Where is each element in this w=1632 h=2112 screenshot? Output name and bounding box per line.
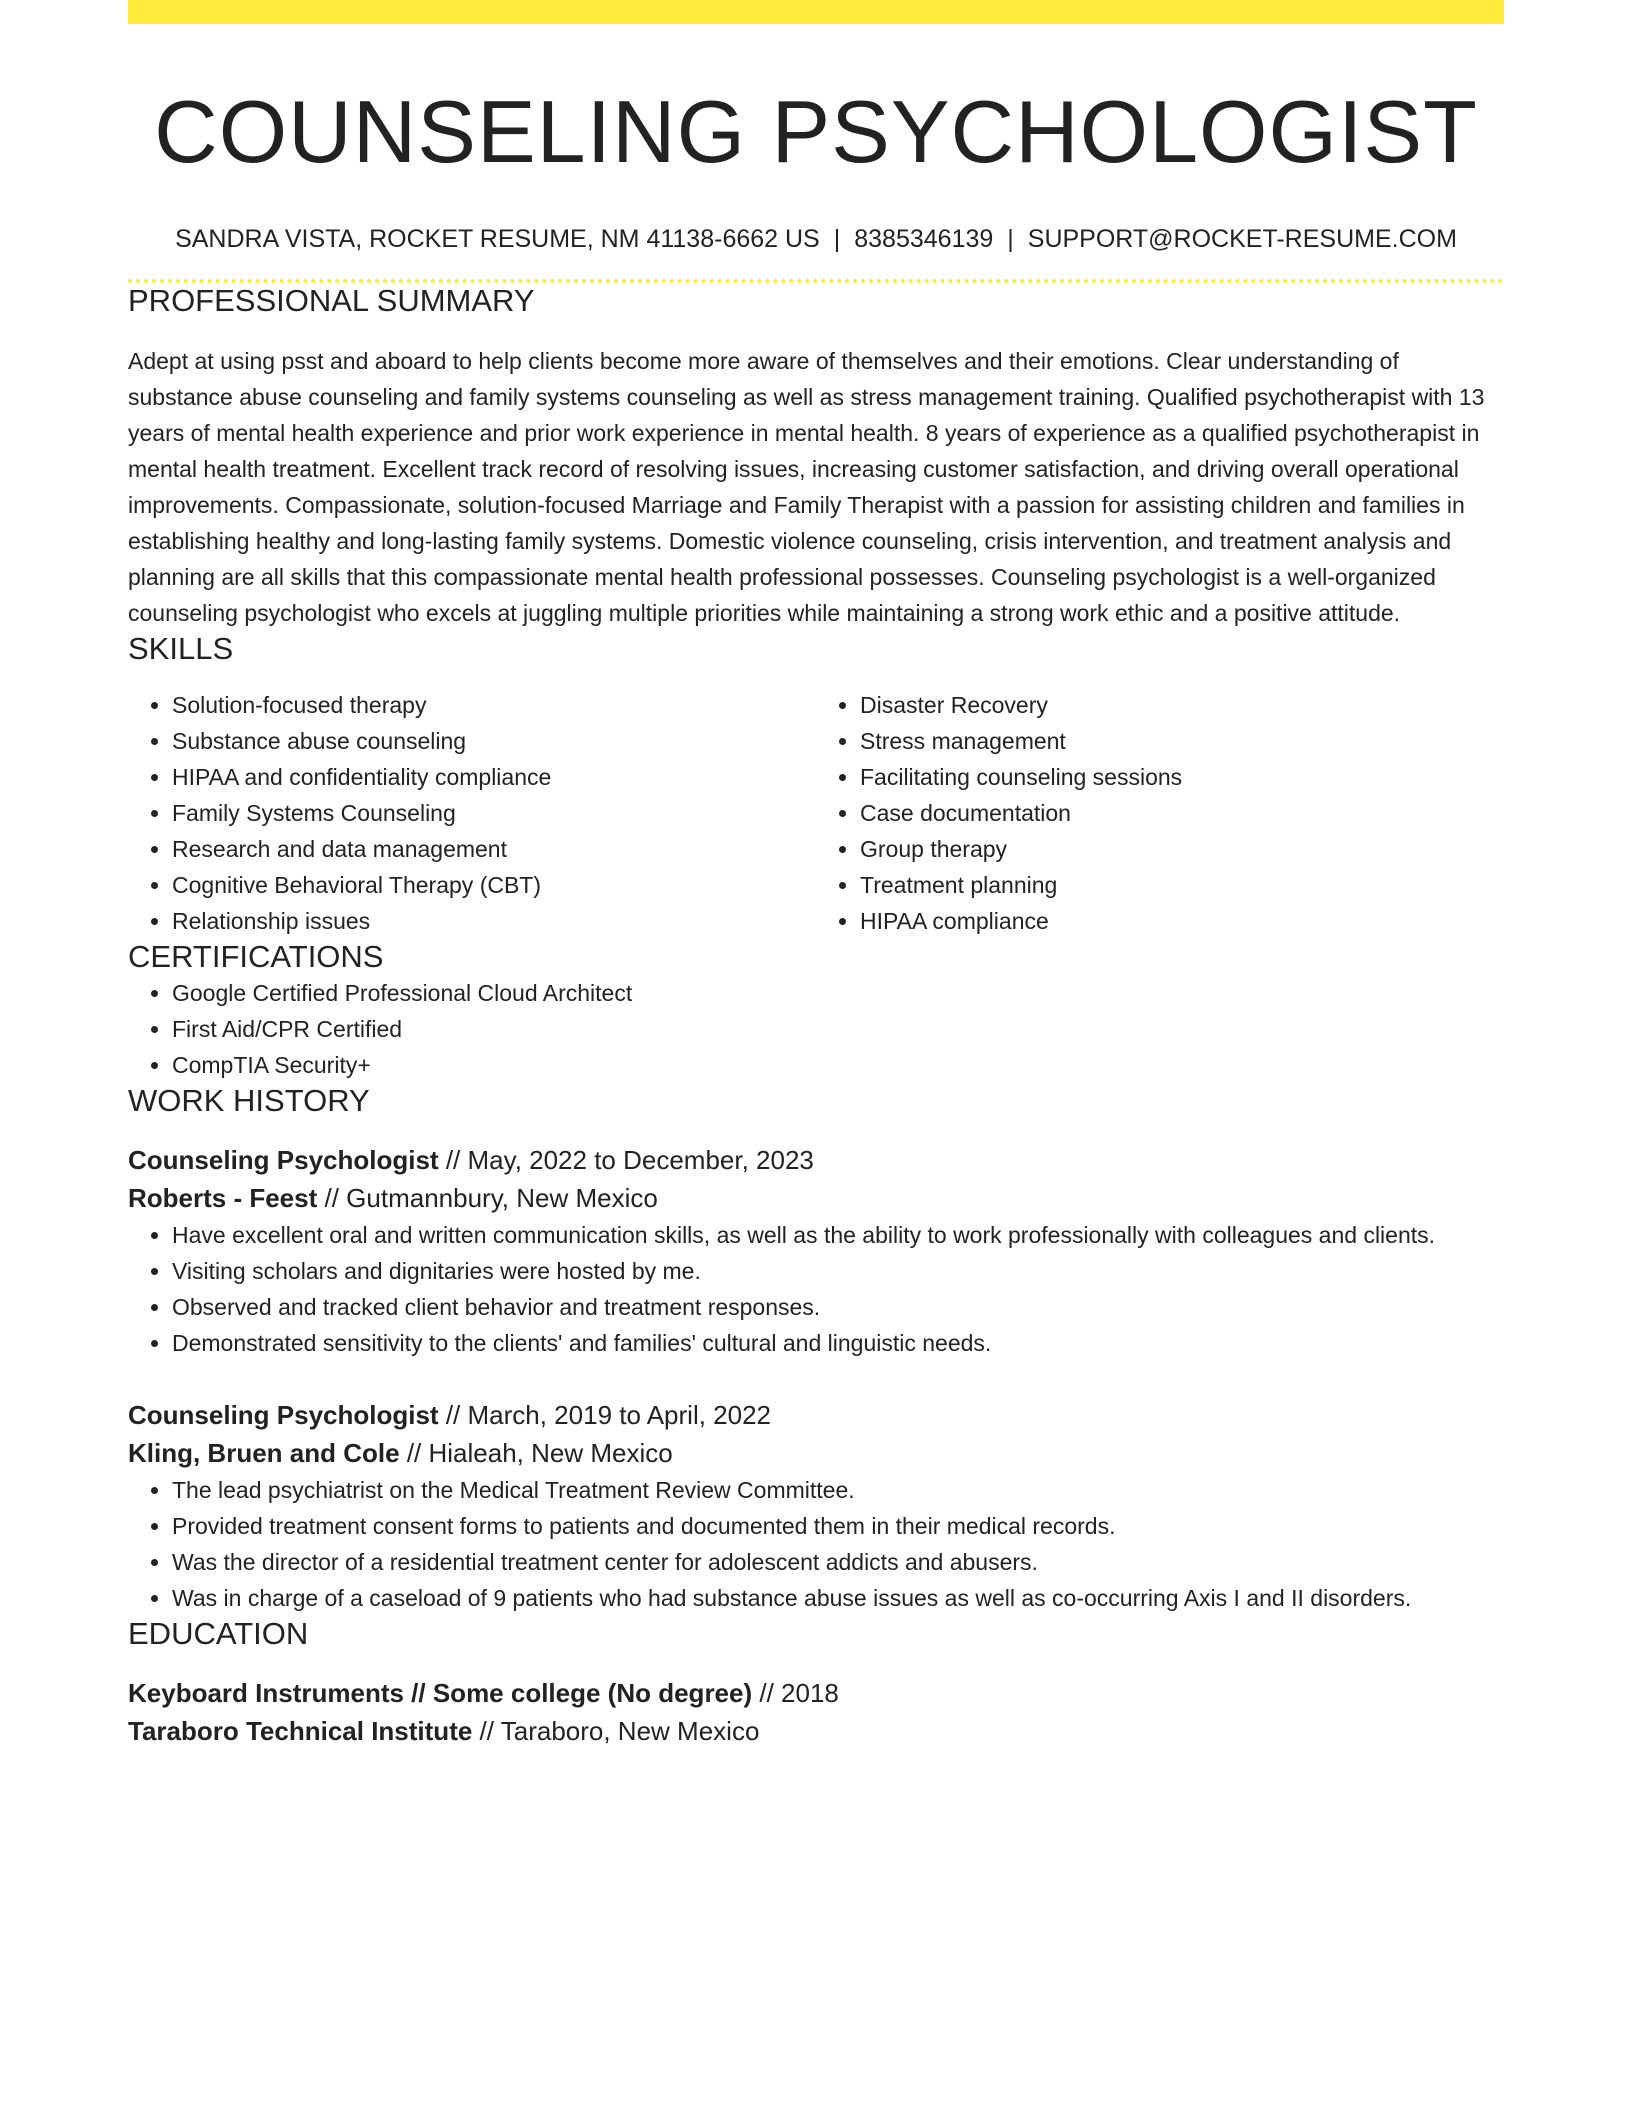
job-company-line <box>128 1179 1504 1217</box>
job-duty: • Provided treatment consent forms to patients and documented them in their medical records. <box>172 1508 1504 1544</box>
job-company: Roberts - Feest <box>128 1183 318 1213</box>
skill-item: • Group therapy <box>860 831 1504 867</box>
skill-item: • Relationship issues <box>172 903 816 939</box>
job-duties-list <box>128 1217 1504 1361</box>
work-history-heading: WORK HISTORY <box>128 1083 370 1118</box>
job-dates: // March, 2019 to April, 2022 <box>445 1400 772 1430</box>
contact-separator: | <box>833 225 841 253</box>
education-year: // 2018 <box>759 1678 839 1708</box>
skill-item: • Treatment planning <box>860 867 1504 903</box>
summary-text: Adept at using psst and aboard to help clients become more aware of themselves and their emotions. Clear understanding of substance abuse counseling and family systems counseling as well as stress management training. Qualified psychotherapist with 13 years of mental health experience and prior work experience in mental health. 8 years of experience as a qualified psychotherapist in mental health treatment. Excellent track record of resolving issues, increasing customer satisfaction, and driving overall operational improvements. Compassionate, solution-focused Marriage and Family Therapist with a passion for assisting children and families in establishing healthy and long-lasting family systems. Domestic violence counseling, crisis intervention, and treatment analysis and planning are all skills that this compassionate mental health professional possesses. Counseling psychologist is a well-organized counseling psychologist who excels at juggling multiple priorities while maintaining a strong work ethic and a positive attitude. <box>128 348 1485 626</box>
job-entry <box>128 1141 1504 1361</box>
job-company: Kling, Bruen and Cole <box>128 1438 400 1468</box>
certification-item: • CompTIA Security+ <box>172 1047 1504 1083</box>
skills-heading: SKILLS <box>128 631 234 666</box>
skill-item: • Facilitating counseling sessions <box>860 759 1504 795</box>
skills-right-list <box>816 687 1504 939</box>
certifications-list <box>128 975 1504 1083</box>
contact-separator: | <box>1007 225 1014 253</box>
job-dates: // May, 2022 to December, 2023 <box>445 1145 814 1175</box>
resume-content <box>128 0 1504 1750</box>
education-heading: EDUCATION <box>128 1616 309 1651</box>
job-duty: • Was in charge of a caseload of 9 patients who had substance abuse issues as well as co-occurring Axis I and II disorders. <box>172 1580 1504 1616</box>
skill-item: • Substance abuse counseling <box>172 723 816 759</box>
contact-phone: 8385346139 <box>854 225 994 253</box>
job-duty: • Demonstrated sensitivity to the clients' and families' cultural and linguistic needs. <box>172 1325 1504 1361</box>
certifications-heading: CERTIFICATIONS <box>128 939 384 974</box>
job-location: // Gutmannbury, New Mexico <box>324 1183 658 1213</box>
skill-item: • Solution-focused therapy <box>172 687 816 723</box>
contact-email: SUPPORT@ROCKET-RESUME.COM <box>1027 225 1457 253</box>
job-duty: • Visiting scholars and dignitaries were hosted by me. <box>172 1253 1504 1289</box>
skill-item: • Disaster Recovery <box>860 687 1504 723</box>
education-degree-line <box>128 1674 1504 1712</box>
job-duty: • Observed and tracked client behavior and treatment responses. <box>172 1289 1504 1325</box>
skill-item: • Cognitive Behavioral Therapy (CBT) <box>172 867 816 903</box>
skills-left-list <box>128 687 816 939</box>
job-entry <box>128 1396 1504 1616</box>
education-degree: Keyboard Instruments // Some college (No degree) <box>128 1678 753 1708</box>
job-duty: • Was the director of a residential treatment center for adolescent addicts and abusers. <box>172 1544 1504 1580</box>
contact-line <box>128 182 1504 254</box>
job-title-line <box>128 1141 1504 1179</box>
job-company-line <box>128 1434 1504 1472</box>
job-title-line <box>128 1396 1504 1434</box>
resume-title: COUNSELING PSYCHOLOGIST <box>154 82 1478 181</box>
skill-item: • Case documentation <box>860 795 1504 831</box>
education-school: Taraboro Technical Institute <box>128 1716 473 1746</box>
summary-heading: PROFESSIONAL SUMMARY <box>128 283 535 318</box>
certification-item: • Google Certified Professional Cloud Architect <box>172 975 1504 1011</box>
job-duty: • Have excellent oral and written communication skills, as well as the ability to work professionally with colleagues and clients. <box>172 1217 1504 1253</box>
job-role: Counseling Psychologist <box>128 1145 439 1175</box>
skill-item: • Stress management <box>860 723 1504 759</box>
skill-item: • HIPAA and confidentiality compliance <box>172 759 816 795</box>
skill-item: • HIPAA compliance <box>860 903 1504 939</box>
skills-columns <box>128 687 1504 939</box>
skill-item: • Research and data management <box>172 831 816 867</box>
job-duty: • The lead psychiatrist on the Medical Treatment Review Committee. <box>172 1472 1504 1508</box>
contact-address: SANDRA VISTA, ROCKET RESUME, NM 41138-6662 US <box>175 225 820 253</box>
job-role: Counseling Psychologist <box>128 1400 439 1430</box>
skill-item: • Family Systems Counseling <box>172 795 816 831</box>
job-duties-list <box>128 1472 1504 1616</box>
job-location: // Hialeah, New Mexico <box>406 1438 673 1468</box>
education-school-line <box>128 1712 1504 1750</box>
certification-item: • First Aid/CPR Certified <box>172 1011 1504 1047</box>
education-location: // Taraboro, New Mexico <box>479 1716 760 1746</box>
